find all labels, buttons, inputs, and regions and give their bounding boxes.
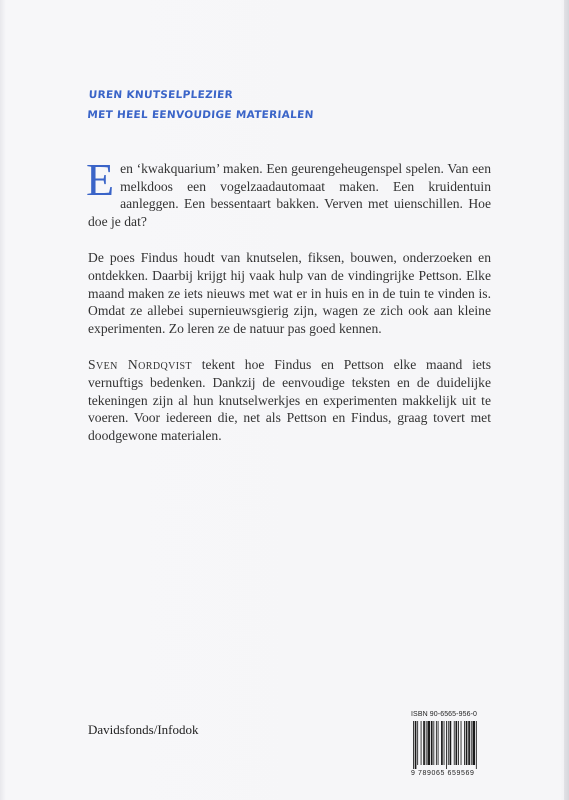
paragraph-1 — [86, 154, 491, 230]
barcode-digits: 9 789065 659569 — [411, 770, 475, 777]
publisher-name: Davidsfonds/Infodok — [88, 722, 199, 737]
barcode-icon — [411, 721, 503, 769]
isbn-label: ISBN 90-6565-956-0 — [411, 711, 478, 718]
paragraph-3-text: tekent hoe Findus en Pettson elke maand iets vernuftigs bedenken. Dankzij de eenvoudige teksten en de duidelijke tekeningen zijn al hun knutselwerkjes en experimenten makkelijk uit te voeren. Voor iedereen die, net als Pettson en Findus, graag tovert met doodgewone materialen. — [88, 357, 491, 443]
spine-edge — [564, 0, 569, 800]
barcode-block — [411, 711, 503, 777]
tagline — [87, 85, 316, 125]
drop-cap: E — [86, 154, 115, 205]
blurb — [86, 154, 491, 463]
author-name: Sven Nordqvist — [88, 357, 192, 373]
paragraph-2: De poes Findus houdt van knutselen, fiksen, bouwen, onderzoeken en ontdekken. Daarbij krijgt hij vaak hulp van de vindingrijke Pettson. Elke maand maken ze iets nieuws met wat er in huis en in de tuin te vinden is. Omdat ze allebei supernieuwsgierig zijn, wagen ze zich ook aan kleine experimenten. Zo leren ze de natuur pas goed kennen. — [88, 250, 491, 336]
paragraph-3 — [88, 356, 491, 444]
tagline-line-2: MET HEEL EENVOUDIGE MATERIALEN — [86, 109, 315, 121]
paragraph-1-text: en ‘kwakquarium’ maken. Een geurengeheugenspel spelen. Van een melkdoos een vogelzaadautomaat maken. Een kruidentuin aanleggen. Een bessentaart bakken. Verven met uienschillen. Hoe doe je dat? — [88, 161, 491, 229]
tagline-line-1: UREN KNUTSELPLEZIER — [88, 89, 234, 101]
